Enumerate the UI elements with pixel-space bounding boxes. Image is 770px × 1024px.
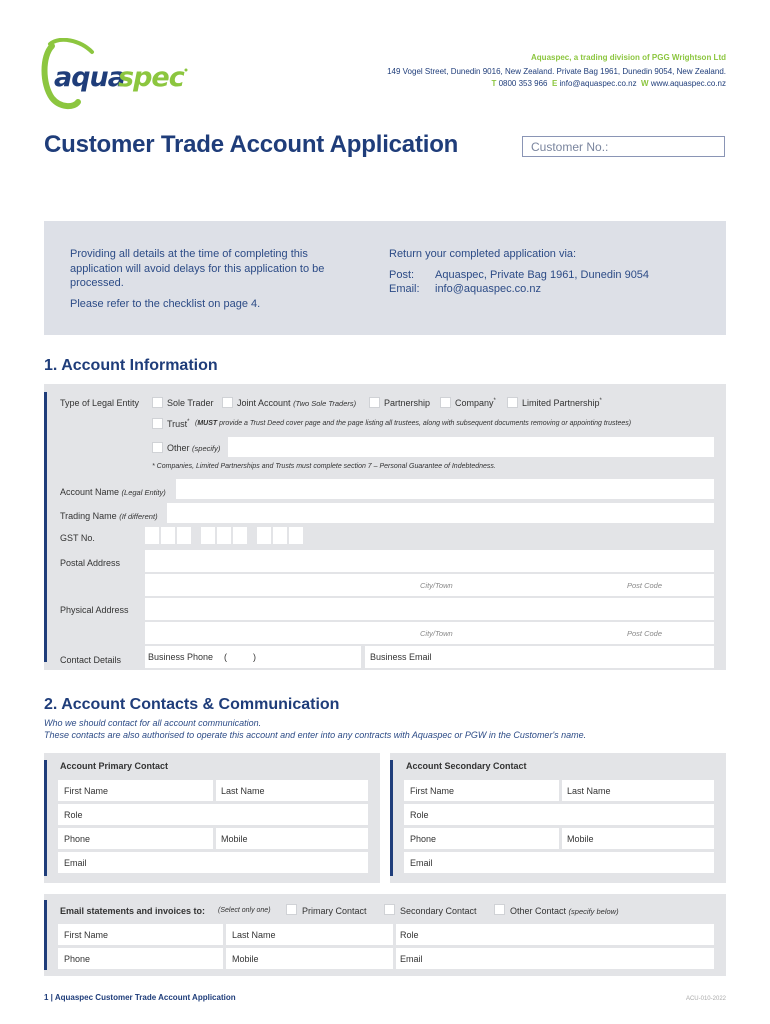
sole-trader-checkbox[interactable]: [152, 397, 163, 408]
statements-phone-label: Phone: [64, 954, 91, 964]
panel-accent-bar: [44, 900, 47, 970]
business-phone-label: Business Phone: [148, 652, 214, 662]
secondary-contact-heading: Account Secondary Contact: [406, 761, 527, 771]
panel-accent-bar: [44, 760, 47, 876]
trust-checkbox[interactable]: [152, 418, 163, 429]
contact-line: [491, 79, 726, 88]
joint-account-label: [237, 398, 356, 408]
svg-text:spec: spec: [118, 62, 184, 93]
other-note: (specify): [192, 444, 221, 453]
page-title: Customer Trade Account Application: [44, 131, 459, 158]
account-name-note: (Legal Entity): [121, 488, 166, 497]
statements-email-label: Email: [400, 954, 423, 964]
limited-partnership-label: [522, 398, 602, 408]
address-line: 149 Vogel Street, Dunedin 9016, New Zealand. Private Bag 1961, Dunedin 9054, New Zealand.: [387, 67, 726, 76]
return-info: [389, 247, 719, 297]
section2-title: 2. Account Contacts & Communication: [44, 696, 340, 713]
account-name-field[interactable]: [176, 479, 714, 499]
select-one-note: (Select only one): [218, 907, 271, 914]
primary-last-name-label: Last Name: [221, 786, 265, 796]
checklist-note: Please refer to the checklist on page 4.: [70, 297, 261, 310]
trading-name-text: Trading Name: [60, 511, 117, 521]
postal-address-label: Postal Address: [60, 558, 121, 568]
gst-digit-box[interactable]: [289, 527, 303, 544]
header-email[interactable]: info@aquaspec.co.nz: [559, 79, 637, 88]
statements-other-label: [510, 906, 619, 916]
trust-asterisk: *: [187, 419, 190, 425]
secondary-role-label: Role: [410, 810, 429, 820]
trading-name-note: (If different): [119, 512, 158, 521]
header-website[interactable]: www.aquaspec.co.nz: [650, 79, 726, 88]
statements-first-name-label: First Name: [64, 930, 109, 940]
other-checkbox[interactable]: [152, 442, 163, 453]
statements-role-field[interactable]: [396, 924, 714, 945]
joint-account-checkbox[interactable]: [222, 397, 233, 408]
post-value: Aquaspec, Private Bag 1961, Dunedin 9054: [435, 268, 650, 281]
secondary-last-name-label: Last Name: [567, 786, 611, 796]
statements-email-field[interactable]: [396, 948, 714, 969]
gst-digit-box[interactable]: [217, 527, 231, 544]
trading-name-field[interactable]: [167, 503, 714, 523]
section1-title: 1. Account Information: [44, 357, 218, 374]
statements-last-name-label: Last Name: [232, 930, 276, 940]
primary-mobile-label: Mobile: [221, 834, 248, 844]
gst-label: GST No.: [60, 533, 95, 543]
account-name-label: [60, 487, 166, 497]
postal-postcode-hint: Post Code: [627, 581, 663, 590]
primary-email-field[interactable]: [58, 852, 368, 873]
gst-digit-box[interactable]: [201, 527, 215, 544]
email-value[interactable]: info@aquaspec.co.nz: [435, 283, 541, 295]
physical-address-field[interactable]: [145, 598, 714, 620]
primary-first-name-label: First Name: [64, 786, 109, 796]
trust-note: (MUST provide a Trust Deed cover page and the page listing all trustees, along with subsequent documents removing or appointing trustees): [195, 420, 632, 427]
trust-label: [167, 419, 190, 429]
secondary-mobile-label: Mobile: [567, 834, 594, 844]
company-label: [455, 398, 496, 408]
gst-digit-box[interactable]: [145, 527, 159, 544]
physical-address-label: Physical Address: [60, 605, 129, 615]
joint-account-text: Joint Account: [237, 398, 291, 408]
company-line: Aquaspec, a trading division of PGG Wrightson Ltd: [531, 53, 726, 62]
gst-digit-box[interactable]: [233, 527, 247, 544]
trust-note-must: MUST: [197, 420, 218, 427]
info-paragraph: Providing all details at the time of completing this application will avoid delays for this application to be processed.: [70, 248, 325, 289]
svg-text:aqua: aqua: [54, 62, 125, 93]
phone-paren-close: ): [253, 652, 256, 662]
secondary-phone-label: Phone: [410, 834, 437, 844]
company-checkbox[interactable]: [440, 397, 451, 408]
web-label: W: [641, 79, 649, 88]
secondary-first-name-label: First Name: [410, 786, 455, 796]
customer-no-field[interactable]: Customer No.:: [522, 136, 725, 157]
limited-partnership-checkbox[interactable]: [507, 397, 518, 408]
partnership-label: Partnership: [384, 398, 431, 408]
gst-digit-box[interactable]: [257, 527, 271, 544]
section7-footnote: * Companies, Limited Partnerships and Trusts must complete section 7 – Personal Guarantee of Indebtedness.: [152, 463, 496, 470]
sole-trader-label: Sole Trader: [167, 398, 214, 408]
return-label: Return your completed application via:: [389, 248, 577, 260]
gst-digit-box[interactable]: [273, 527, 287, 544]
form-code: ACU-010-2022: [685, 996, 726, 1002]
physical-postcode-hint: Post Code: [627, 629, 663, 638]
statements-mobile-label: Mobile: [232, 954, 259, 964]
statements-primary-label: Primary Contact: [302, 906, 367, 916]
business-email-label: Business Email: [370, 652, 432, 662]
other-text: Other: [167, 443, 190, 453]
secondary-email-field[interactable]: [404, 852, 714, 873]
statements-other-note: (specify below): [568, 907, 619, 916]
panel-accent-bar: [44, 392, 47, 662]
post-key: Post:: [389, 268, 415, 281]
partnership-checkbox[interactable]: [369, 397, 380, 408]
postal-city-hint: City/Town: [420, 581, 453, 590]
statements-secondary-checkbox[interactable]: [384, 904, 395, 915]
other-label: [167, 443, 220, 453]
other-specify-field[interactable]: [228, 437, 714, 457]
gst-digit-box[interactable]: [177, 527, 191, 544]
secondary-role-field[interactable]: [404, 804, 714, 825]
phone-paren-open: (: [224, 652, 227, 662]
secondary-email-label: Email: [410, 858, 433, 868]
panel-accent-bar: [390, 760, 393, 876]
statements-role-label: Role: [400, 930, 419, 940]
physical-city-hint: City/Town: [420, 629, 453, 638]
legal-entity-label: Type of Legal Entity: [60, 398, 140, 408]
email-key: Email:: [389, 283, 420, 295]
statements-secondary-label: Secondary Contact: [400, 906, 477, 916]
trading-name-label: [60, 511, 158, 521]
company-text: Company: [455, 398, 494, 408]
joint-account-note: (Two Sole Traders): [293, 399, 357, 408]
gst-boxes: [145, 527, 303, 544]
limited-partnership-text: Limited Partnership: [522, 398, 600, 408]
aquaspec-logo: [40, 38, 190, 114]
email-label: E: [551, 79, 558, 88]
trust-note-text: provide a Trust Deed cover page and the page listing all trustees, along with subsequent documents removing or appointing trustees): [219, 420, 632, 427]
info-left: [70, 247, 360, 311]
statements-label: Email statements and invoices to:: [60, 906, 206, 916]
primary-email-label: Email: [64, 858, 87, 868]
page-footer: 1 | Aquaspec Customer Trade Account Application: [44, 993, 236, 1002]
account-name-text: Account Name: [60, 487, 120, 497]
statements-other-checkbox[interactable]: [494, 904, 505, 915]
primary-phone-label: Phone: [64, 834, 91, 844]
header-phone: 0800 353 966: [498, 79, 548, 88]
lp-asterisk: *: [599, 398, 602, 404]
gst-digit-box[interactable]: [161, 527, 175, 544]
primary-contact-heading: Account Primary Contact: [60, 761, 169, 771]
statements-other-text: Other Contact: [510, 906, 567, 916]
statements-primary-checkbox[interactable]: [286, 904, 297, 915]
primary-role-label: Role: [64, 810, 83, 820]
trust-text: Trust: [167, 419, 188, 429]
section2-subtitle-1: Who we should contact for all account communication.: [44, 718, 262, 728]
section2-subtitle-2: These contacts are also authorised to operate this account and enter into any contracts with Aquaspec or PGW in the Customer's name.: [44, 730, 587, 740]
company-asterisk: *: [493, 398, 496, 404]
primary-role-field[interactable]: [58, 804, 368, 825]
postal-address-field[interactable]: [145, 550, 714, 572]
contact-details-label: Contact Details: [60, 655, 122, 665]
phone-label: T: [491, 79, 497, 88]
